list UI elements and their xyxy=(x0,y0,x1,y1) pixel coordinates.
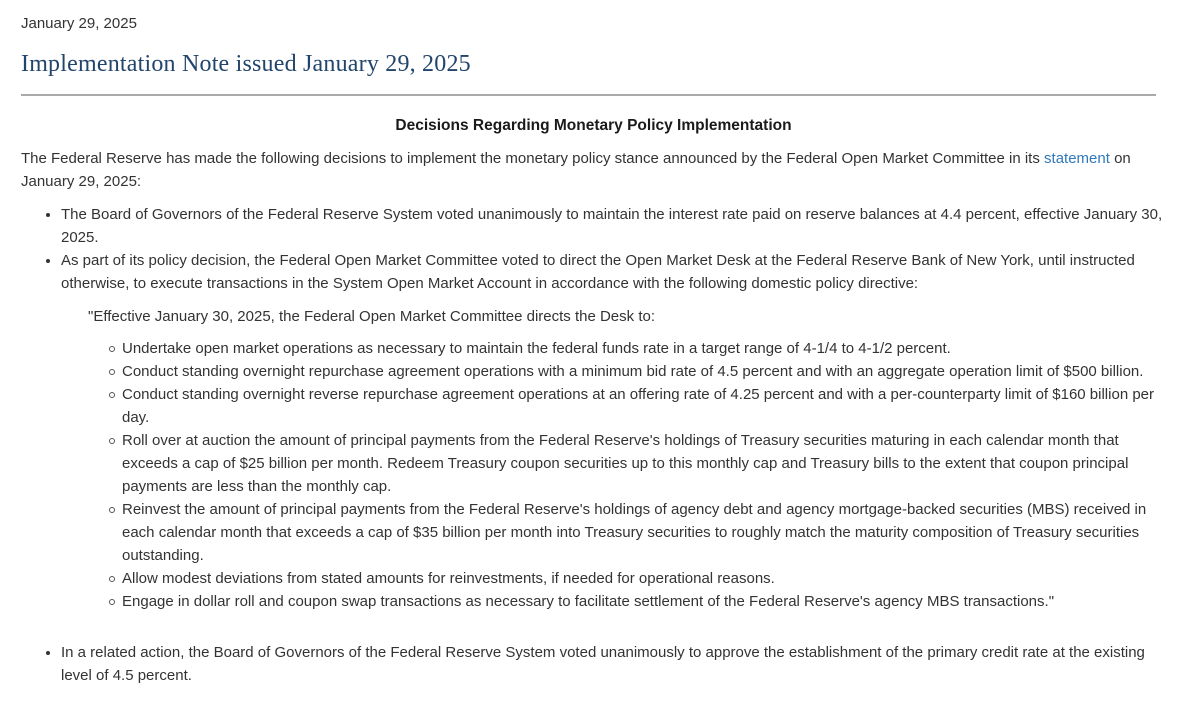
divider xyxy=(21,94,1156,96)
section-heading: Decisions Regarding Monetary Policy Implementation xyxy=(395,117,792,134)
directive-item-dollar-roll: Engage in dollar roll and coupon swap transactions as necessary to facilitate settlement of the Federal Reserve's agency MBS transactions." xyxy=(122,590,1166,613)
page-title: Implementation Note issued January 29, 2025 xyxy=(21,51,471,77)
intro-text-after-link: on January 29, 2025: xyxy=(21,150,1131,190)
statement-link[interactable]: statement xyxy=(1044,150,1110,167)
policy-bullet-directive xyxy=(61,249,1166,613)
directive-quote-lead: "Effective January 30, 2025, the Federal Open Market Committee directs the Desk to: xyxy=(88,308,655,325)
policy-bullet-reserve-balances: The Board of Governors of the Federal Reserve System voted unanimously to maintain the interest rate paid on reserve balances at 4.4 percent, effective January 30, 2025. xyxy=(61,203,1166,249)
directive-item-treasury-rollover: Roll over at auction the amount of principal payments from the Federal Reserve's holdings of Treasury securities maturing in each calendar month that exceeds a cap of $25 billion per month. Redeem Treasury coupon securities up to this monthly cap and Treasury bills to the extent that coupon principal payments are less than the monthly cap. xyxy=(122,429,1166,498)
intro-text-before-link: The Federal Reserve has made the following decisions to implement the monetary policy stance announced by the Federal Open Market Committee in its xyxy=(21,150,1045,167)
policy-bullet-list xyxy=(21,203,1166,687)
directive-item-repo: Conduct standing overnight repurchase agreement operations with a minimum bid rate of 4.5 percent and with an aggregate operation limit of $500 billion. xyxy=(122,360,1166,383)
policy-bullet-primary-credit-rate: In a related action, the Board of Governors of the Federal Reserve System voted unanimously to approve the establishment of the primary credit rate at the existing level of 4.5 percent. xyxy=(61,641,1166,687)
directive-item-open-market-ops: Undertake open market operations as necessary to maintain the federal funds rate in a target range of 4-1/4 to 4-1/2 percent. xyxy=(122,337,1166,360)
policy-bullet-directive-text: As part of its policy decision, the Federal Open Market Committee voted to direct the Open Market Desk at the Federal Reserve Bank of New York, until instructed otherwise, to execute transactions in the System Open Market Account in accordance with the following domestic policy directive: xyxy=(61,252,1135,292)
directive-item-deviations: Allow modest deviations from stated amounts for reinvestments, if needed for operational reasons. xyxy=(122,567,1166,590)
intro-paragraph xyxy=(21,147,1166,193)
directive-list xyxy=(61,337,1166,613)
directive-item-mbs-reinvest: Reinvest the amount of principal payments from the Federal Reserve's holdings of agency debt and agency mortgage-backed securities (MBS) received in each calendar month that exceeds a cap of $35 billion per month into Treasury securities to roughly match the maturity composition of Treasury securities outstanding. xyxy=(122,498,1166,567)
directive-item-reverse-repo: Conduct standing overnight reverse repurchase agreement operations at an offering rate of 4.25 percent and with a per-counterparty limit of $160 billion per day. xyxy=(122,383,1166,429)
page-date: January 29, 2025 xyxy=(21,15,137,32)
